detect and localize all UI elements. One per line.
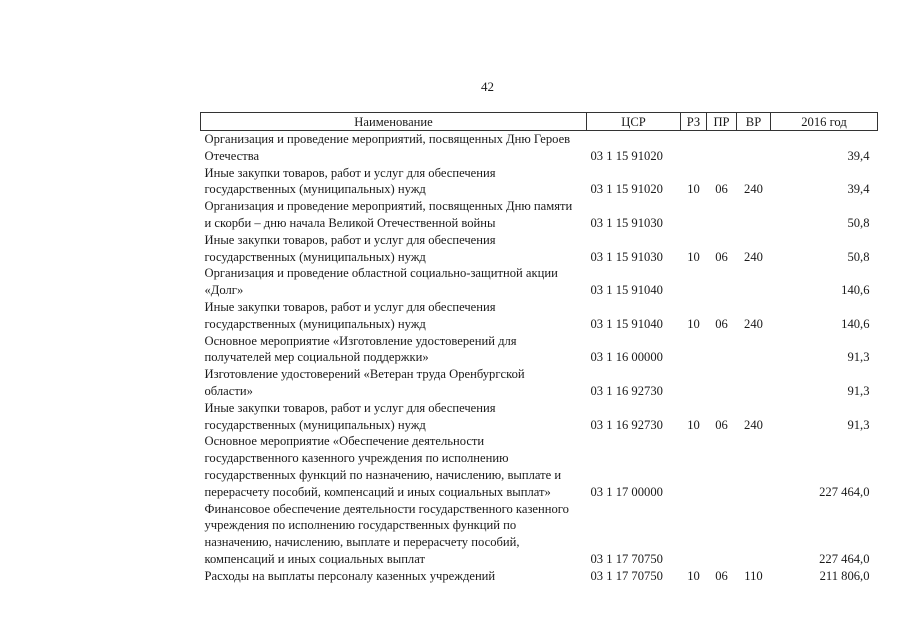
row-vr: 240 [744,316,763,331]
row-name-line: государственных (муниципальных) нужд [204,316,426,331]
row-csr: 03 1 16 92730 [590,383,663,398]
row-rz [681,333,707,367]
row-amount: 140,6 [841,283,870,298]
table-row [201,232,878,266]
row-name [201,400,587,434]
row-amount: 50,8 [847,215,870,230]
row-csr: 03 1 16 00000 [590,350,663,365]
row-name-line: Финансовое обеспечение деятельности государственного казенного [204,501,569,516]
row-csr: 03 1 15 91030 [590,249,663,264]
row-pr: 06 [715,316,728,331]
header-rz: РЗ [681,113,707,131]
row-name-line: и скорби – дню начала Великой Отечественной войны [204,215,496,230]
row-vr: 240 [744,182,763,197]
row-csr: 03 1 15 91040 [590,283,663,298]
row-name [201,165,587,199]
header-year: 2016 год [771,113,878,131]
row-name-line: Организация и проведение мероприятий, посвященных Дню памяти [204,199,573,214]
row-name [201,198,587,232]
row-rz [681,131,707,165]
row-vr: 240 [744,249,763,264]
row-vr [737,366,771,400]
row-name [201,501,587,568]
row-pr [707,265,737,299]
row-vr [737,198,771,232]
row-name [201,433,587,500]
row-csr: 03 1 16 92730 [590,417,663,432]
row-rz [681,433,707,500]
row-amount: 227 464,0 [819,551,870,566]
table-row [201,366,878,400]
table-row [201,333,878,367]
table-row [201,198,878,232]
row-rz [681,501,707,568]
table-row [201,501,878,568]
row-name-line: государственных функций по назначению, начислению, выплате и [204,467,562,482]
row-amount: 50,8 [847,249,870,264]
row-vr [737,333,771,367]
row-pr: 06 [715,417,728,432]
header-vr: ВР [737,113,771,131]
row-name [201,333,587,367]
row-name-line: Основное мероприятие «Обеспечение деятельности [204,434,485,449]
row-name-line: назначению, начислению, выплате и перерасчету пособий, [204,535,520,550]
row-amount: 91,3 [847,350,870,365]
budget-table [200,112,878,585]
header-name: Наименование [201,113,587,131]
row-amount: 211 806,0 [819,568,870,583]
row-name-line: Отечества [204,148,260,163]
row-rz [681,198,707,232]
row-rz [681,366,707,400]
row-name-line: получателей мер социальной поддержки» [204,350,429,365]
row-pr [707,333,737,367]
row-name [201,265,587,299]
row-name-line: Иные закупки товаров, работ и услуг для обеспечения [204,400,496,415]
row-rz: 10 [687,316,700,331]
row-name-line: «Долг» [204,283,244,298]
row-name-line: компенсаций и иных социальных выплат [204,551,425,566]
row-amount: 39,4 [847,182,870,197]
row-name-line: области» [204,383,253,398]
row-csr: 03 1 15 91020 [590,182,663,197]
row-name-line: государственных (муниципальных) нужд [204,182,426,197]
row-amount: 91,3 [847,383,870,398]
row-csr: 03 1 15 91040 [590,316,663,331]
row-pr [707,198,737,232]
row-pr: 06 [715,249,728,264]
table-row [201,568,878,585]
table-row [201,131,878,165]
row-rz: 10 [687,417,700,432]
row-name [201,131,587,165]
row-csr: 03 1 15 91020 [590,148,663,163]
table-header-row [201,113,878,131]
row-pr [707,366,737,400]
header-pr: ПР [707,113,737,131]
row-csr: 03 1 17 70750 [590,568,663,583]
row-csr: 03 1 15 91030 [590,215,663,230]
table-row [201,400,878,434]
row-pr [707,501,737,568]
row-name-line: Изготовление удостоверений «Ветеран труда Оренбургской [204,367,525,382]
row-rz: 10 [687,182,700,197]
row-name-line: государственных (муниципальных) нужд [204,417,426,432]
table-row [201,299,878,333]
row-name-line: государственных (муниципальных) нужд [204,249,426,264]
table-row [201,433,878,500]
row-rz: 10 [687,568,700,583]
row-amount: 39,4 [847,148,870,163]
row-pr: 06 [715,568,728,583]
row-name-line: Организация и проведение областной социально-защитной акции [204,266,558,281]
table-row [201,265,878,299]
header-csr: ЦСР [587,113,681,131]
table-row [201,165,878,199]
row-csr: 03 1 17 70750 [590,551,663,566]
row-name-line: Основное мероприятие «Изготовление удостоверений для [204,333,517,348]
row-name [201,232,587,266]
row-vr [737,265,771,299]
row-name [201,568,587,585]
row-pr [707,433,737,500]
row-vr [737,131,771,165]
row-vr [737,433,771,500]
row-name [201,299,587,333]
row-csr: 03 1 17 00000 [590,484,663,499]
row-name-line: Организация и проведение мероприятий, посвященных Дню Героев [204,132,571,146]
row-name-line: Иные закупки товаров, работ и услуг для обеспечения [204,299,496,314]
row-name-line: Иные закупки товаров, работ и услуг для обеспечения [204,165,496,180]
page-number: 42 [481,79,494,94]
row-vr: 110 [744,568,763,583]
row-rz: 10 [687,249,700,264]
row-name [201,366,587,400]
row-name-line: Расходы на выплаты персоналу казенных учреждений [204,568,496,583]
row-rz [681,265,707,299]
row-vr [737,501,771,568]
row-pr: 06 [715,182,728,197]
row-name-line: Иные закупки товаров, работ и услуг для обеспечения [204,232,496,247]
row-pr [707,131,737,165]
table-body [201,131,878,585]
row-name-line: учреждения по исполнению государственных функций по [204,518,517,533]
row-name-line: перерасчету пособий, компенсаций и иных социальных выплат» [204,484,551,499]
row-name-line: государственного казенного учреждения по исполнению [204,451,509,466]
row-amount: 140,6 [841,316,870,331]
row-vr: 240 [744,417,763,432]
row-amount: 227 464,0 [819,484,870,499]
row-amount: 91,3 [847,417,870,432]
